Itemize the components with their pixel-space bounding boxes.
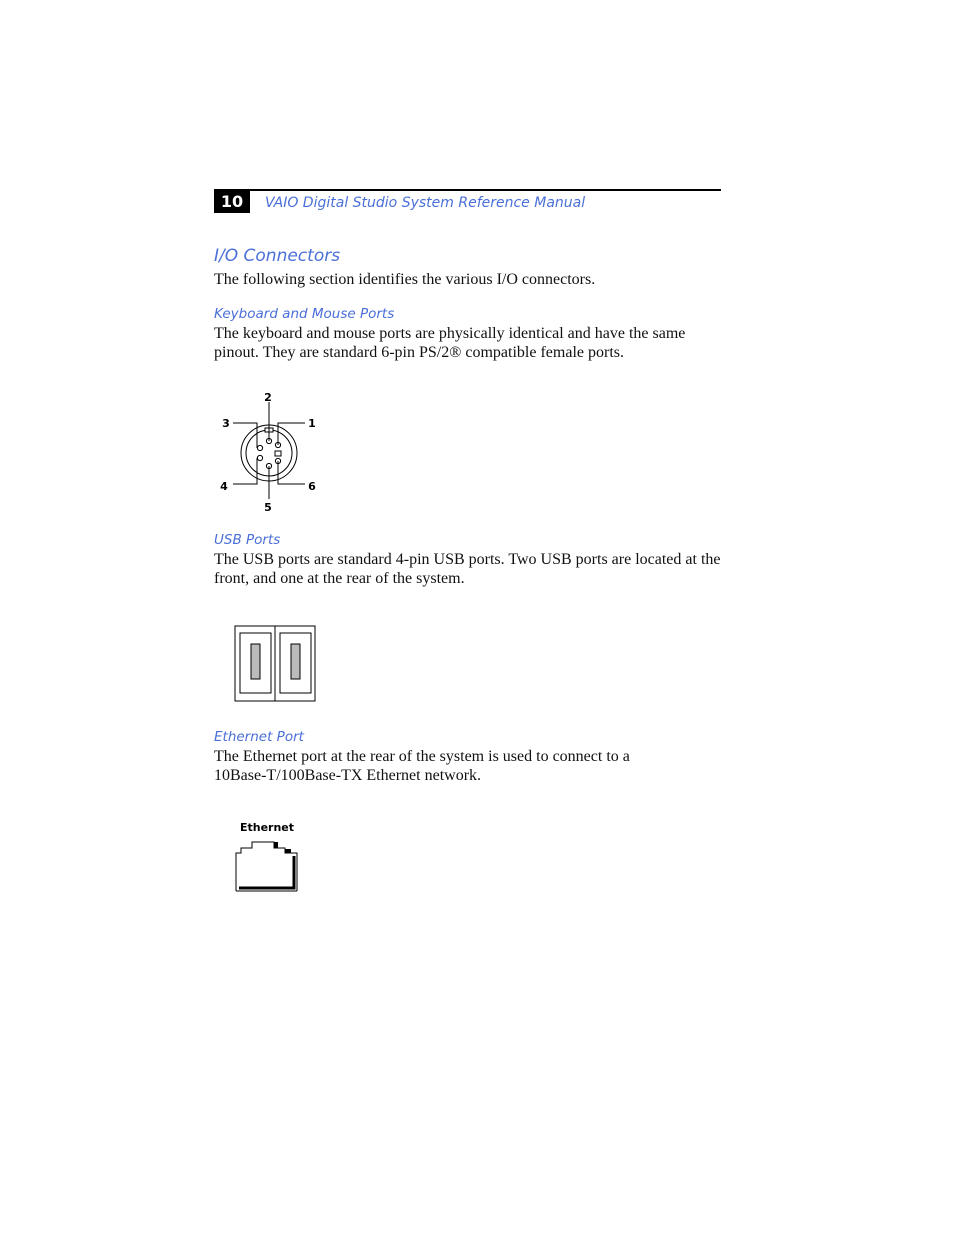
ps2-center-key [275, 451, 281, 456]
section-heading: I/O Connectors [214, 246, 341, 266]
ps2-pin-3 [257, 445, 262, 450]
header-rule [214, 189, 721, 191]
pin-label-4: 4 [220, 480, 228, 493]
ps2-connector-diagram [215, 388, 325, 518]
page-number: 10 [214, 191, 250, 213]
section-intro: The following section identifies the various I/O connectors. [214, 271, 596, 288]
ethernet-heading: Ethernet Port [214, 729, 304, 745]
ethernet-port-diagram [232, 818, 304, 896]
rj45-shadow-edge [239, 856, 294, 888]
ethernet-figure-label: Ethernet [239, 821, 295, 834]
rj45-step-mark [285, 849, 291, 853]
pin-label-5: 5 [264, 501, 272, 514]
ps2-pin-4 [257, 455, 262, 460]
pin-label-3: 3 [222, 417, 230, 430]
running-title: VAIO Digital Studio System Reference Manual [265, 195, 586, 211]
keyboard-mouse-body: The keyboard and mouse ports are physically identical and have the same pinout. They are standard 6-pin PS/2® compatible female ports. [214, 325, 686, 361]
rj45-tab-mark [274, 842, 278, 848]
ethernet-body: The Ethernet port at the rear of the system is used to connect to a 10Base-T/100Base-TX Ethernet network. [214, 748, 630, 784]
usb-heading: USB Ports [214, 532, 281, 548]
pin-label-1: 1 [308, 417, 316, 430]
keyboard-mouse-heading: Keyboard and Mouse Ports [214, 306, 395, 322]
usb-ports-diagram [234, 625, 318, 703]
pin-label-2: 2 [264, 391, 272, 404]
pin-label-6: 6 [308, 480, 316, 493]
leader-pin-4 [233, 458, 257, 484]
usb-tongue-left [251, 644, 260, 679]
usb-body: The USB ports are standard 4-pin USB ports. Two USB ports are located at the front, and one at the rear of the system. [214, 551, 721, 587]
usb-tongue-right [291, 644, 300, 679]
